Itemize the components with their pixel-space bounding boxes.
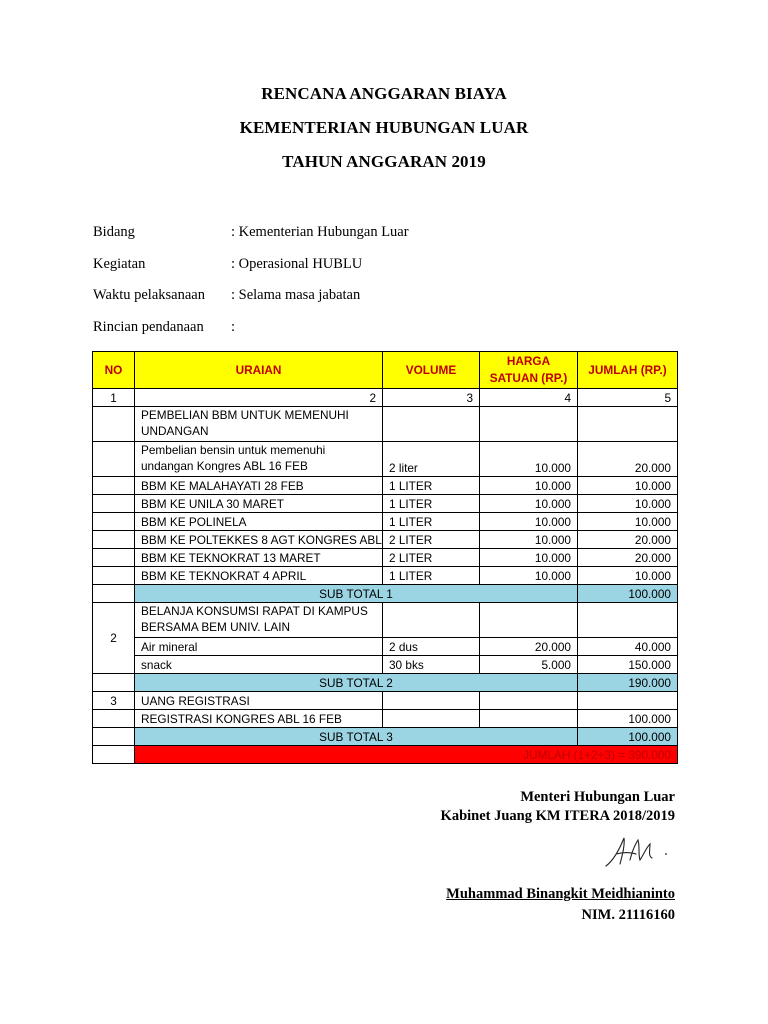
item-volume: 1 LITER (383, 495, 480, 513)
item-harga: 10.000 (480, 477, 578, 495)
subtotal3-value: 100.000 (578, 728, 678, 746)
item-jumlah: 10.000 (578, 513, 678, 531)
table-index-row (93, 389, 678, 407)
item-jumlah: 10.000 (578, 567, 678, 585)
table-row (93, 638, 678, 656)
table-header-row (93, 352, 678, 389)
item-volume: 1 LITER (383, 477, 480, 495)
index-uraian: 2 (135, 389, 383, 407)
item-harga: 10.000 (480, 531, 578, 549)
table-row (93, 656, 678, 674)
item-uraian: BBM KE POLINELA (135, 513, 383, 531)
table-row (93, 513, 678, 531)
section3-title: UANG REGISTRASI (135, 692, 383, 710)
section-title-row (93, 603, 678, 638)
table-row (93, 549, 678, 567)
index-no: 1 (93, 389, 135, 407)
item-volume: 2 LITER (383, 549, 480, 567)
item-jumlah: 20.000 (578, 549, 678, 567)
index-volume: 3 (383, 389, 480, 407)
item-uraian: BBM KE TEKNOKRAT 4 APRIL (135, 567, 383, 585)
header-jumlah: JUMLAH (RP.) (578, 352, 678, 389)
section2-title: BELANJA KONSUMSI RAPAT DI KAMPUS BERSAMA BEM UNIV. LAIN (135, 603, 383, 638)
document-titles (0, 84, 768, 172)
item-uraian: BBM KE UNILA 30 MARET (135, 495, 383, 513)
subtotal-row (93, 728, 678, 746)
item-uraian: REGISTRASI KONGRES ABL 16 FEB (135, 710, 383, 728)
info-value: : Selama masa jabatan (231, 287, 361, 304)
title-tahun: TAHUN ANGGARAN 2019 (282, 152, 486, 171)
signer-org: Kabinet Juang KM ITERA 2018/2019 (440, 808, 675, 824)
section3-no: 3 (93, 692, 135, 710)
table-row (93, 710, 678, 728)
signer-name: Muhammad Binangkit Meidhianinto (446, 886, 675, 902)
item-harga: 10.000 (480, 549, 578, 567)
budget-table (92, 351, 678, 764)
table-row (93, 567, 678, 585)
header-harga: HARGA SATUAN (RP.) (480, 352, 578, 389)
info-label: Waktu pelaksanaan (93, 287, 205, 304)
handwritten-signature-icon (600, 830, 670, 872)
section-title-row (93, 407, 678, 442)
info-label: Rincian pendanaan (93, 318, 204, 335)
subtotal3-label: SUB TOTAL 3 (135, 728, 578, 746)
subtotal1-value: 100.000 (578, 585, 678, 603)
subtotal2-label: SUB TOTAL 2 (135, 674, 578, 692)
item-jumlah: 150.000 (578, 656, 678, 674)
item-jumlah: 20.000 (578, 442, 678, 477)
item-harga: 10.000 (480, 442, 578, 477)
item-volume: 2 LITER (383, 531, 480, 549)
item-volume: 30 bks (383, 656, 480, 674)
section1-title: PEMBELIAN BBM UNTUK MEMENUHI UNDANGAN (135, 407, 383, 442)
item-volume: 1 LITER (383, 513, 480, 531)
item-harga: 10.000 (480, 513, 578, 531)
item-harga: 20.000 (480, 638, 578, 656)
info-value: : Kementerian Hubungan Luar (231, 224, 409, 240)
item-harga: 5.000 (480, 656, 578, 674)
item-uraian: Air mineral (135, 638, 383, 656)
header-no: NO (93, 352, 135, 389)
table-row (93, 531, 678, 549)
grand-total: JUMLAH (1+2+3) = 390.000 (135, 746, 678, 764)
subtotal1-label: SUB TOTAL 1 (135, 585, 578, 603)
item-uraian: BBM KE TEKNOKRAT 13 MARET (135, 549, 383, 567)
section2-no: 2 (93, 603, 135, 674)
item-uraian: BBM KE POLTEKKES 8 AGT KONGRES ABL (135, 531, 383, 549)
signer-nim: NIM. 21116160 (581, 907, 675, 923)
info-value: : (231, 318, 236, 335)
item-harga: 10.000 (480, 567, 578, 585)
title-rencana: RENCANA ANGGARAN BIAYA (261, 84, 507, 103)
info-label: Bidang (93, 224, 135, 240)
index-jumlah: 5 (578, 389, 678, 407)
item-uraian: Pembelian bensin untuk memenuhi undangan Kongres ABL 16 FEB (135, 442, 383, 477)
item-volume: 1 LITER (383, 567, 480, 585)
item-volume: 2 liter (383, 442, 480, 477)
item-jumlah: 10.000 (578, 477, 678, 495)
section-title-row (93, 692, 678, 710)
item-harga (480, 710, 578, 728)
header-uraian: URAIAN (135, 352, 383, 389)
table-row (93, 495, 678, 513)
info-label: Kegiatan (93, 255, 146, 272)
item-harga: 10.000 (480, 495, 578, 513)
item-volume: 2 dus (383, 638, 480, 656)
signer-identity (446, 884, 675, 926)
subtotal-row (93, 585, 678, 603)
item-jumlah: 100.000 (578, 710, 678, 728)
item-uraian: snack (135, 656, 383, 674)
item-jumlah: 40.000 (578, 638, 678, 656)
title-kementerian: KEMENTERIAN HUBUNGAN LUAR (239, 118, 529, 137)
subtotal-row (93, 674, 678, 692)
info-value: : Operasional HUBLU (231, 255, 363, 272)
table-row (93, 477, 678, 495)
item-jumlah: 10.000 (578, 495, 678, 513)
signature-block (441, 788, 675, 826)
table-row (93, 442, 678, 477)
header-volume: VOLUME (383, 352, 480, 389)
grand-total-row (93, 746, 678, 764)
index-harga: 4 (480, 389, 578, 407)
signer-role: Menteri Hubungan Luar (520, 789, 675, 805)
item-volume (383, 710, 480, 728)
subtotal2-value: 190.000 (578, 674, 678, 692)
item-jumlah: 20.000 (578, 531, 678, 549)
item-uraian: BBM KE MALAHAYATI 28 FEB (135, 477, 383, 495)
